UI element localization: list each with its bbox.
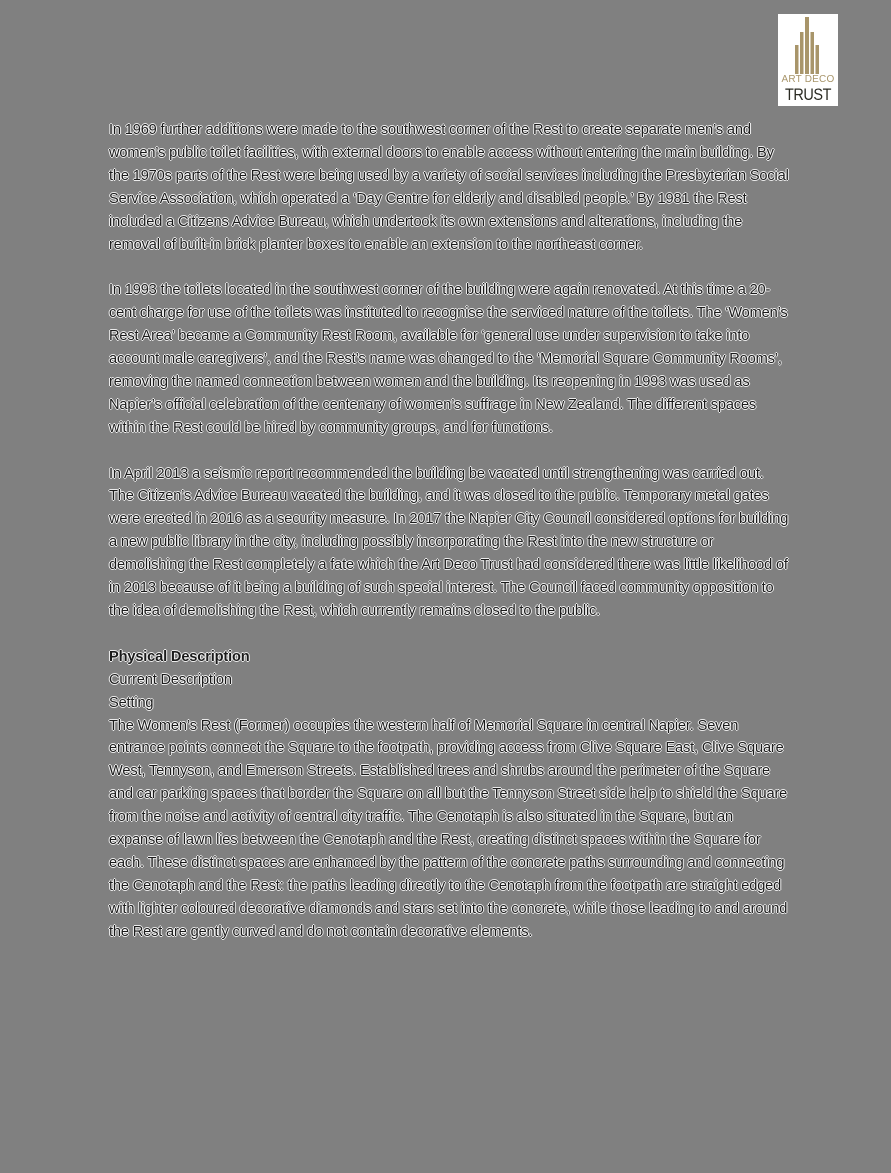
document-body <box>109 119 789 944</box>
section-heading-physical-description: Physical Description <box>109 648 250 665</box>
subheading-setting: Setting <box>109 694 154 711</box>
paragraph-1969-additions: In 1969 further additions were made to the southwest corner of the Rest to create separate men’s and women’s public toilet facilities, with external doors to enable access without entering the main building. By the 1970s parts of the Rest were being used by a variety of social services including the Presbyterian Social Service Association, which operated a ‘Day Centre for elderly and disabled people.’ By 1981 the Rest included a Citizens Advice Bureau, which undertook its own extensions and alterations, including the removal of built-in brick planter boxes to enable an extension to the northeast corner. <box>109 122 789 253</box>
art-deco-tower-icon <box>778 14 838 74</box>
logo-text-trust: TRUST <box>784 85 832 104</box>
subheading-current-description: Current Description <box>109 671 232 688</box>
logo-text-art-deco: ART DECO <box>781 74 835 85</box>
art-deco-trust-logo <box>778 14 838 106</box>
paragraph-1993-renovation: In 1993 the toilets located in the southwest corner of the building were again renovated. At this time a 20-cent charge for use of the toilets was instituted to recognise the serviced nature of the toilets. The ‘Women’s Rest Area’ became a Community Rest Room, available for ‘general use under supervision to take into account male caregivers’, and the Rest’s name was changed to the ‘Memorial Square Community Rooms’, removing the named connection between women and the building. Its reopening in 1993 was used as Napier’s official celebration of the centenary of women’s suffrage in New Zealand. The different spaces within the Rest could be hired by community groups, and for functions. <box>109 282 788 436</box>
paragraph-setting: The Women’s Rest (Former) occupies the western half of Memorial Square in central Napier. Seven entrance points connect the Square to the footpath, providing access from Clive Square East, Clive Square West, Tennyson, and Emerson Streets. Established trees and shrubs around the perimeter of the Square and car parking spaces that border the Square on all but the Tennyson Street side help to shield the Square from the noise and activity of central city traffic. The Cenotaph is also situated in the Square, but an expanse of lawn lies between the Cenotaph and the Rest, creating distinct spaces within the Square for each. These distinct spaces are enhanced by the pattern of the concrete paths surrounding and connecting the Cenotaph and the Rest: the paths leading directly to the Cenotaph from the footpath are straight edged with lighter coloured decorative diamonds and stars set into the concrete, while those leading to and around the Rest are gently curved and do not contain decorative elements. <box>109 717 788 940</box>
paragraph-2013-closure: In April 2013 a seismic report recommended the building be vacated until strengthening was carried out. The Citizen’s Advice Bureau vacated the building, and it was closed to the public. Temporary metal gates were erected in 2016 as a security measure. In 2017 the Napier City Council considered options for building a new public library in the city, including possibly incorporating the Rest into the new structure or demolishing the Rest completely a fate which the Art Deco Trust had considered there was little likelihood of in 2013 because of it being a building of such special interest. The Council faced community opposition to the idea of demolishing the Rest, which currently remains closed to the public. <box>109 465 789 619</box>
